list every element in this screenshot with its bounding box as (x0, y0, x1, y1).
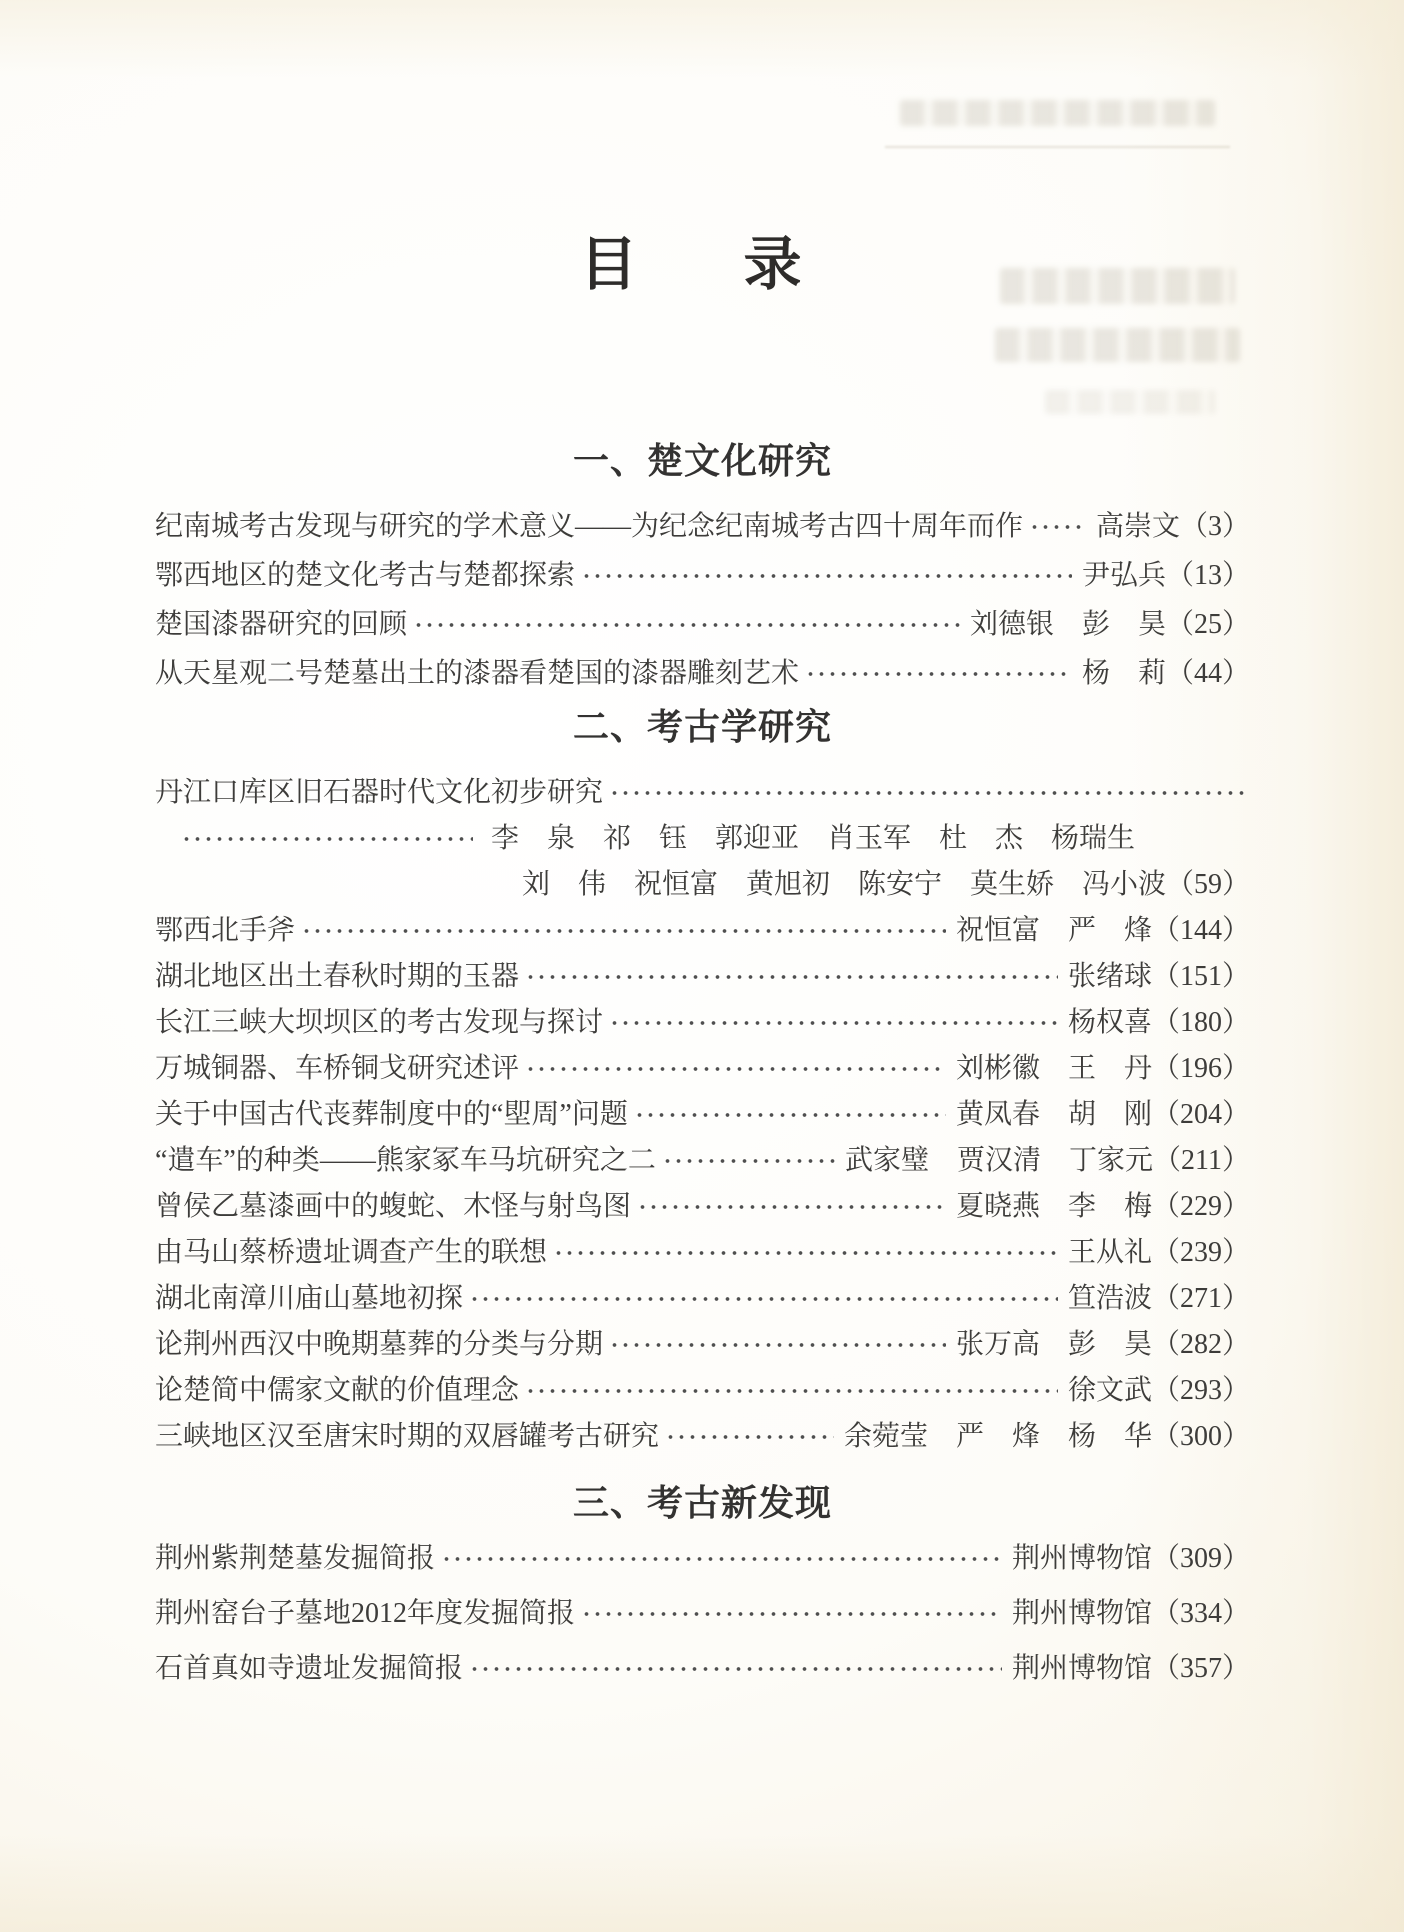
entry-authors: 王从礼 (1067, 1237, 1152, 1268)
entry-authors: 杨权喜 (1067, 1007, 1152, 1038)
section-heading: 三、考古新发现 (572, 1482, 832, 1523)
toc-entry (155, 1649, 1250, 1689)
toc-entry (155, 1050, 1250, 1088)
toc-entry (155, 556, 1250, 596)
dot-leader (301, 912, 946, 950)
toc-entry (155, 1594, 1250, 1634)
dot-leader (665, 1418, 834, 1456)
entry-title: “遣车”的种类——熊家冢车马坑研究之二 (155, 1145, 656, 1176)
toc-entry (155, 820, 1250, 858)
entry-page-number: （3） (1179, 511, 1250, 542)
entry-title: 曾侯乙墓漆画中的蝮蛇、木怪与射鸟图 (155, 1191, 632, 1222)
dot-leader (469, 1649, 1002, 1689)
toc-entry (155, 1004, 1250, 1042)
toc-entry (155, 1539, 1250, 1579)
dot-leader (581, 1594, 1002, 1634)
toc-section (155, 437, 1250, 694)
entry-title: 楚国漆器研究的回顾 (155, 609, 408, 640)
entry-page-number: （196） (1151, 1053, 1250, 1084)
page-title: 目 录 (579, 232, 826, 297)
entry-title: 丹江口库区旧石器时代文化初步研究 (155, 777, 604, 808)
entry-page-number: （334） (1151, 1598, 1250, 1629)
entry-authors: 笪浩波 (1067, 1283, 1152, 1314)
entry-authors: 荆州博物馆 (1011, 1543, 1152, 1574)
entry-authors: 祝恒富 严 烽 (955, 915, 1152, 946)
entry-page-number: （211） (1153, 1145, 1250, 1176)
entry-authors: 夏晓燕 李 梅 (955, 1191, 1152, 1222)
dot-leader (1029, 507, 1086, 547)
entry-title: 湖北南漳川庙山墓地初探 (155, 1283, 464, 1314)
dot-leader (805, 654, 1072, 694)
toc-section (155, 703, 1250, 1456)
toc-entry (155, 1142, 1250, 1180)
toc-content (155, 0, 1250, 1704)
toc-entry (155, 654, 1250, 694)
entry-authors: 刘德银 彭 昊 (969, 609, 1166, 640)
entry-title: 石首真如寺遗址发掘简报 (155, 1653, 464, 1684)
entry-title: 荆州紫荆楚墓发掘简报 (155, 1543, 436, 1574)
entry-title: 三峡地区汉至唐宋时期的双唇罐考古研究 (155, 1421, 660, 1452)
entry-title: 万城铜器、车桥铜戈研究述评 (155, 1053, 520, 1084)
toc-entry (155, 1326, 1250, 1364)
entry-authors: 李 泉 祁 钰 郭迎亚 肖玉军 杜 杰 杨瑞生 (491, 823, 1136, 854)
dot-leader (609, 1326, 946, 1364)
section-heading: 一、楚文化研究 (572, 440, 832, 481)
toc-entry (155, 1280, 1250, 1318)
entry-page-number: （204） (1151, 1099, 1250, 1130)
entry-page-number: （180） (1151, 1007, 1250, 1038)
entry-title: 鄂西北手斧 (155, 915, 296, 946)
entry-page-number: （293） (1151, 1375, 1250, 1406)
entry-authors: 刘 伟 祝恒富 黄旭初 陈安宁 莫生娇 冯小波 (521, 869, 1166, 900)
entry-authors: 荆州博物馆 (1011, 1598, 1152, 1629)
entry-page-number: （229） (1151, 1191, 1250, 1222)
entry-page-number: （271） (1151, 1283, 1250, 1314)
dot-leader (469, 1280, 1058, 1318)
dot-leader (637, 1188, 946, 1226)
entry-authors: 余菀莹 严 烽 杨 华 (843, 1421, 1152, 1452)
entry-page-number: （44） (1165, 658, 1250, 689)
entry-page-number: （13） (1165, 560, 1250, 591)
toc-entry (155, 958, 1250, 996)
entry-page-number: （300） (1151, 1421, 1250, 1452)
entry-authors: 杨 莉 (1081, 658, 1166, 689)
toc-entry (155, 1188, 1250, 1226)
toc-entry (155, 774, 1250, 812)
dot-leader (553, 1234, 1058, 1272)
entry-page-number: （282） (1151, 1329, 1250, 1360)
toc-entry (155, 1096, 1250, 1134)
entry-title: 关于中国古代丧葬制度中的“堲周”问题 (155, 1099, 628, 1130)
entry-authors: 刘彬徽 王 丹 (955, 1053, 1152, 1084)
dot-leader (609, 774, 1248, 812)
toc-entry (155, 1234, 1250, 1272)
entry-authors: 黄凤春 胡 刚 (955, 1099, 1152, 1130)
dot-leader (413, 605, 960, 645)
toc-entry (155, 866, 1250, 904)
dot-leader (181, 820, 473, 858)
entry-page-number: （151） (1151, 961, 1250, 992)
entry-title: 纪南城考古发现与研究的学术意义——为纪念纪南城考古四十周年而作 (155, 511, 1024, 542)
entry-authors: 荆州博物馆 (1011, 1653, 1152, 1684)
toc-entry (155, 507, 1250, 547)
section-heading: 二、考古学研究 (572, 706, 832, 747)
entry-page-number: （357） (1151, 1653, 1250, 1684)
entry-authors: 张绪球 (1067, 961, 1152, 992)
toc-entry (155, 605, 1250, 645)
entry-page-number: （309） (1151, 1543, 1250, 1574)
entry-title: 从天星观二号楚墓出土的漆器看楚国的漆器雕刻艺术 (155, 658, 800, 689)
entry-authors: 武家璧 贾汉清 丁家元 (845, 1145, 1154, 1176)
entry-title: 论楚简中儒家文献的价值理念 (155, 1375, 520, 1406)
entry-page-number: （59） (1165, 869, 1250, 900)
entry-page-number: （239） (1151, 1237, 1250, 1268)
entry-title: 长江三峡大坝坝区的考古发现与探讨 (155, 1007, 604, 1038)
toc-entry (155, 1418, 1250, 1456)
entry-authors: 尹弘兵 (1081, 560, 1166, 591)
dot-leader (581, 556, 1072, 596)
entry-title: 湖北地区出土春秋时期的玉器 (155, 961, 520, 992)
dot-leader (609, 1004, 1058, 1042)
dot-leader (525, 1050, 946, 1088)
dot-leader (525, 1372, 1058, 1410)
entry-title: 论荆州西汉中晚期墓葬的分类与分期 (155, 1329, 604, 1360)
dot-leader (525, 958, 1058, 996)
entry-title: 鄂西地区的楚文化考古与楚都探索 (155, 560, 576, 591)
toc-entry (155, 912, 1250, 950)
toc-sections (155, 437, 1250, 1689)
entry-page-number: （25） (1165, 609, 1250, 640)
dot-leader (441, 1539, 1002, 1579)
dot-leader (662, 1142, 835, 1180)
entry-page-number: （144） (1151, 915, 1250, 946)
toc-section (155, 1479, 1250, 1689)
toc-entry (155, 1372, 1250, 1410)
dot-leader (634, 1096, 946, 1134)
entry-authors: 张万高 彭 昊 (955, 1329, 1152, 1360)
entry-title: 荆州窑台子墓地2012年度发掘简报 (155, 1598, 576, 1629)
entry-authors: 徐文武 (1067, 1375, 1152, 1406)
entry-authors: 高崇文 (1095, 511, 1180, 542)
entry-title: 由马山蔡桥遗址调查产生的联想 (155, 1237, 548, 1268)
